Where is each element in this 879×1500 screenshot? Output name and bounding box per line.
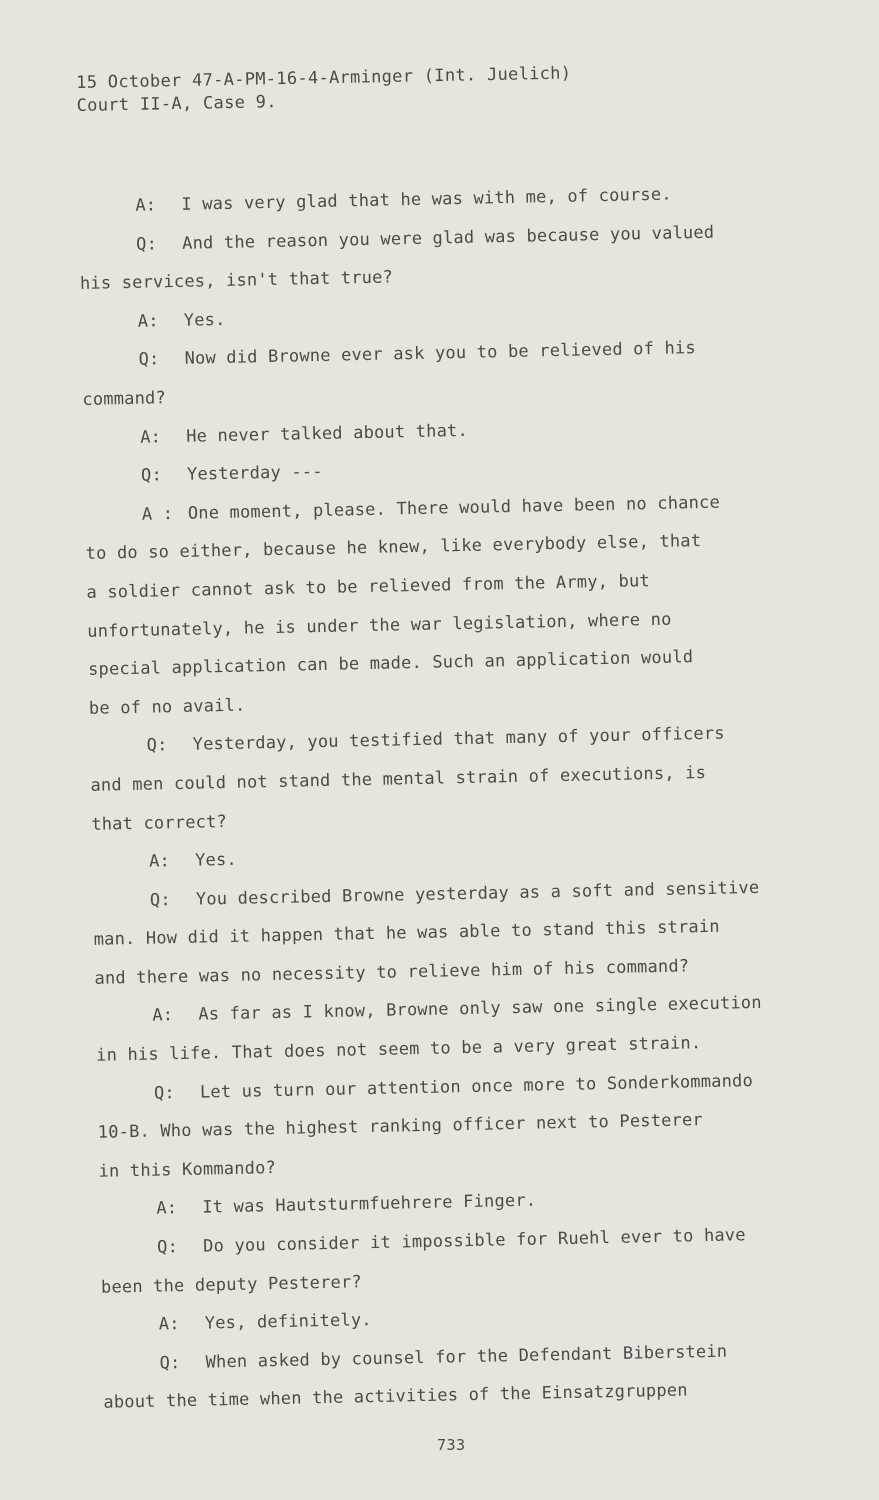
speaker-label: Q: [159, 1352, 181, 1374]
line-text: to do so either, because he knew, like everybody else, that [85, 531, 702, 565]
speaker-label: A: [140, 426, 162, 448]
speaker-label: Q: [156, 1237, 179, 1258]
line-text: And the reason you were glad was because you valued [181, 222, 715, 254]
speaker-label: A : [141, 503, 174, 525]
speaker-label: Q: [149, 889, 172, 911]
line-text: be of no avail. [88, 695, 246, 719]
line-text: As far as I know, Browne only saw one single execution [198, 993, 762, 1026]
line-text: unfortunately, he is under the war legislation, where no [87, 609, 672, 642]
transcript-body [78, 173, 844, 1423]
speaker-label: A: [135, 195, 157, 216]
line-text: in his life. That does not seem to be a very great strain. [95, 1033, 702, 1066]
line-text: Yesterday, you testified that many of your officers [192, 723, 725, 756]
line-text: Yes. [194, 849, 238, 871]
line-text: 10-B. Who was the highest ranking officer next to Pesterer [97, 1110, 704, 1144]
line-text: Yes. [183, 309, 226, 331]
line-text: a soldier cannot ask to be relieved from the Army, but [86, 571, 651, 603]
speaker-label: A: [156, 1198, 178, 1220]
line-text: and there was no necessity to relieve him of his command? [94, 956, 690, 989]
line-text: You described Browne yesterday as a soft and sensitive [195, 877, 760, 910]
line-text: command? [82, 388, 167, 410]
line-text: that correct? [91, 811, 228, 835]
speaker-label: Q: [138, 349, 160, 371]
header-line-1: 15 October 47-A-PM-16-4-Arminger (Int. Juelich) [76, 63, 572, 93]
page-number: 733 [437, 1436, 466, 1454]
speaker-label: A: [137, 311, 159, 332]
speaker-label: A: [152, 1005, 174, 1027]
line-text: about the time when the activities of the Einsatzgruppen [103, 1380, 688, 1414]
speaker-label: Q: [140, 465, 163, 486]
speaker-label: Q: [153, 1082, 176, 1104]
line-text: Yes, definitely. [204, 1310, 372, 1334]
document-header [76, 62, 572, 117]
speaker-label: Q: [146, 735, 168, 756]
line-text: It was Hautsturmfuehrere Finger. [202, 1191, 537, 1219]
line-text: special application can be made. Such an application would [87, 647, 694, 681]
line-text: man. How did it happen that he was able to stand this strain [93, 917, 720, 951]
line-text: Do you consider it impossible for Ruehl ever to have [202, 1225, 746, 1257]
line-text: When asked by counsel for the Defendant Biberstein [205, 1341, 728, 1373]
header-line-2: Court II-A, Case 9. [76, 92, 277, 116]
line-text: He never talked about that. [186, 420, 469, 447]
speaker-label: A: [158, 1314, 180, 1335]
line-text: been the deputy Pesterer? [100, 1271, 363, 1298]
line-text: Now did Browne ever ask you to be relieved of his [184, 338, 697, 370]
line-text: I was very glad that he was with me, of course. [181, 184, 672, 215]
speaker-label: Q: [135, 233, 158, 255]
line-text: Yesterday --- [186, 462, 323, 485]
line-text: One moment, please. There would have been no chance [187, 492, 721, 524]
line-text: Let us turn our attention once more to Sonderkommando [199, 1070, 754, 1103]
line-text: in this Kommando? [98, 1157, 277, 1182]
line-text: his services, isn't that true? [79, 267, 394, 295]
speaker-label: A: [148, 851, 171, 872]
line-text: and men could not stand the mental strain of executions, is [90, 762, 707, 796]
